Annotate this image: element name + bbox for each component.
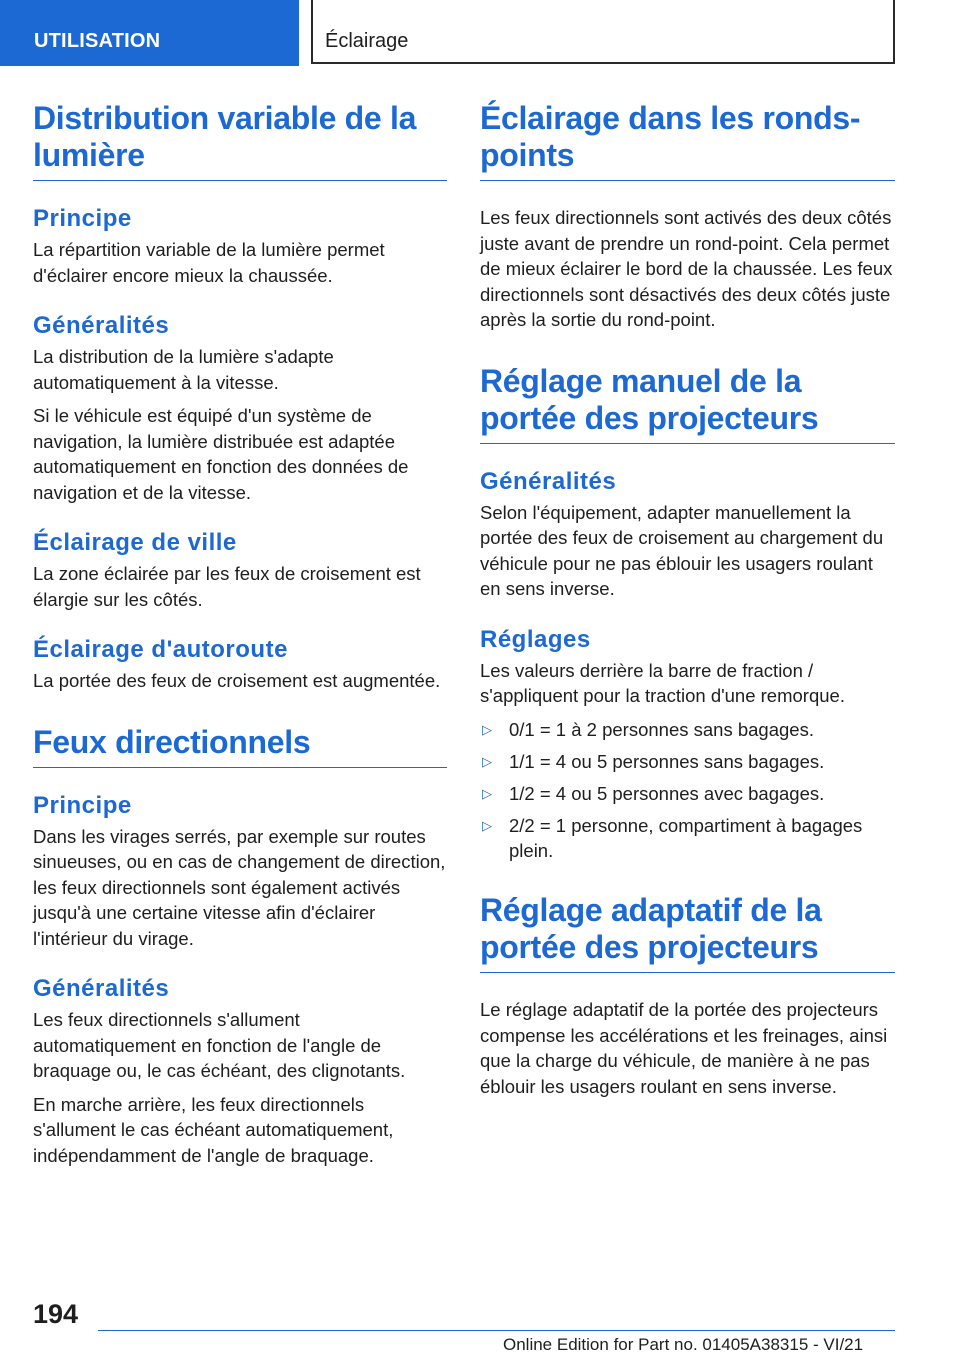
list-item-text: 2/2 = 1 personne, compartiment à bagages plein. [509, 814, 863, 861]
heading-reglage-adaptatif: Réglage adaptatif de la portée des projecteurs [480, 892, 895, 973]
left-column [33, 100, 447, 1176]
page-number: 194 [33, 1299, 79, 1329]
paragraph-generalites-portee: Selon l'équipement, adapter manuellement la portée des feux de croisement au chargement du véhicule pour ne pas éblouir les usagers roulant en sens inverse. [480, 501, 884, 599]
right-column [480, 100, 895, 1107]
paragraph-generalites-2: Si le véhicule est équipé d'un système de navigation, la lumière distribuée est adaptée automatiquement en fonction des données de navigation et de la vitesse. [33, 405, 409, 503]
heading-generalites-portee: Généralités [480, 467, 617, 495]
heading-principe: Principe [33, 205, 132, 232]
paragraph-principe: La répartition variable de la lumière permet d'éclairer encore mieux la chaussée. [33, 239, 385, 286]
list-item [480, 749, 895, 775]
heading-feux-directionnels: Feux directionnels [33, 724, 447, 768]
footer-divider [98, 1330, 895, 1331]
list-item-text: 1/1 = 4 ou 5 personnes sans bagages. [509, 750, 825, 772]
heading-feux-generalites: Généralités [33, 975, 170, 1002]
section-tab: UTILISATION [0, 0, 299, 66]
list-item-text: 0/1 = 1 à 2 personnes sans bagages. [509, 718, 814, 740]
paragraph-eclairage-autoroute: La portée des feux de croisement est augmentée. [33, 670, 441, 691]
triangle-bullet-icon: ▷ [482, 785, 492, 801]
paragraph-eclairage-ville: La zone éclairée par les feux de croisement est élargie sur les côtés. [33, 563, 421, 610]
paragraph-reglages: Les valeurs derrière la barre de fraction / s'appliquent pour la traction d'une remorque. [480, 659, 845, 706]
reglages-list [480, 717, 895, 864]
heading-eclairage-ville: Éclairage de ville [33, 529, 237, 556]
heading-generalites: Généralités [33, 312, 170, 339]
heading-reglages: Réglages [480, 625, 591, 653]
paragraph-ronds-points: Les feux directionnels sont activés des deux côtés juste avant de prendre un rond-point. Cela permet de mieux éclairer le bord de la chaussée. Les feux directionnels sont désactivés des deux côtés juste après la sortie du rond-point. [480, 207, 893, 330]
heading-distribution-variable: Distribution variable de la lumière [33, 100, 447, 181]
triangle-bullet-icon: ▷ [482, 753, 492, 769]
paragraph-feux-generalites-1: Les feux directionnels s'allument automatiquement en fonction de l'angle de braquage ou, le cas échéant, des clignotants. [33, 1009, 406, 1081]
edition-footer: Online Edition for Part no. 01405A38315 - VI/21 [503, 1335, 864, 1354]
paragraph-feux-principe: Dans les virages serrés, par exemple sur routes sinueuses, ou en cas de changement de direction, les feux directionnels sont également activés jusqu'à une certaine vitesse afin d'éclairer l'intérieur du virage. [33, 825, 446, 949]
list-item [480, 781, 895, 807]
list-item [480, 813, 895, 864]
triangle-bullet-icon: ▷ [482, 817, 492, 833]
list-item [480, 717, 895, 743]
chapter-title: Éclairage [311, 0, 895, 64]
heading-feux-principe: Principe [33, 791, 132, 819]
heading-eclairage-autoroute: Éclairage d'autoroute [33, 636, 288, 663]
list-item-text: 1/2 = 4 ou 5 personnes avec bagages. [509, 782, 825, 804]
triangle-bullet-icon: ▷ [482, 721, 492, 737]
heading-reglage-manuel: Réglage manuel de la portée des projecteurs [480, 363, 895, 444]
page-header [0, 0, 960, 66]
paragraph-generalites-1: La distribution de la lumière s'adapte automatiquement à la vitesse. [33, 346, 334, 393]
paragraph-feux-generalites-2: En marche arrière, les feux directionnels s'allument le cas échéant automatiquement, indépendamment de l'angle de braquage. [33, 1093, 394, 1166]
paragraph-reglage-adaptatif: Le réglage adaptatif de la portée des projecteurs compense les accélérations et les freinages, ainsi que la charge du véhicule, de manière à ne pas éblouir les usagers roulant en sens inverse. [480, 999, 888, 1097]
heading-ronds-points: Éclairage dans les ronds-points [480, 100, 895, 181]
